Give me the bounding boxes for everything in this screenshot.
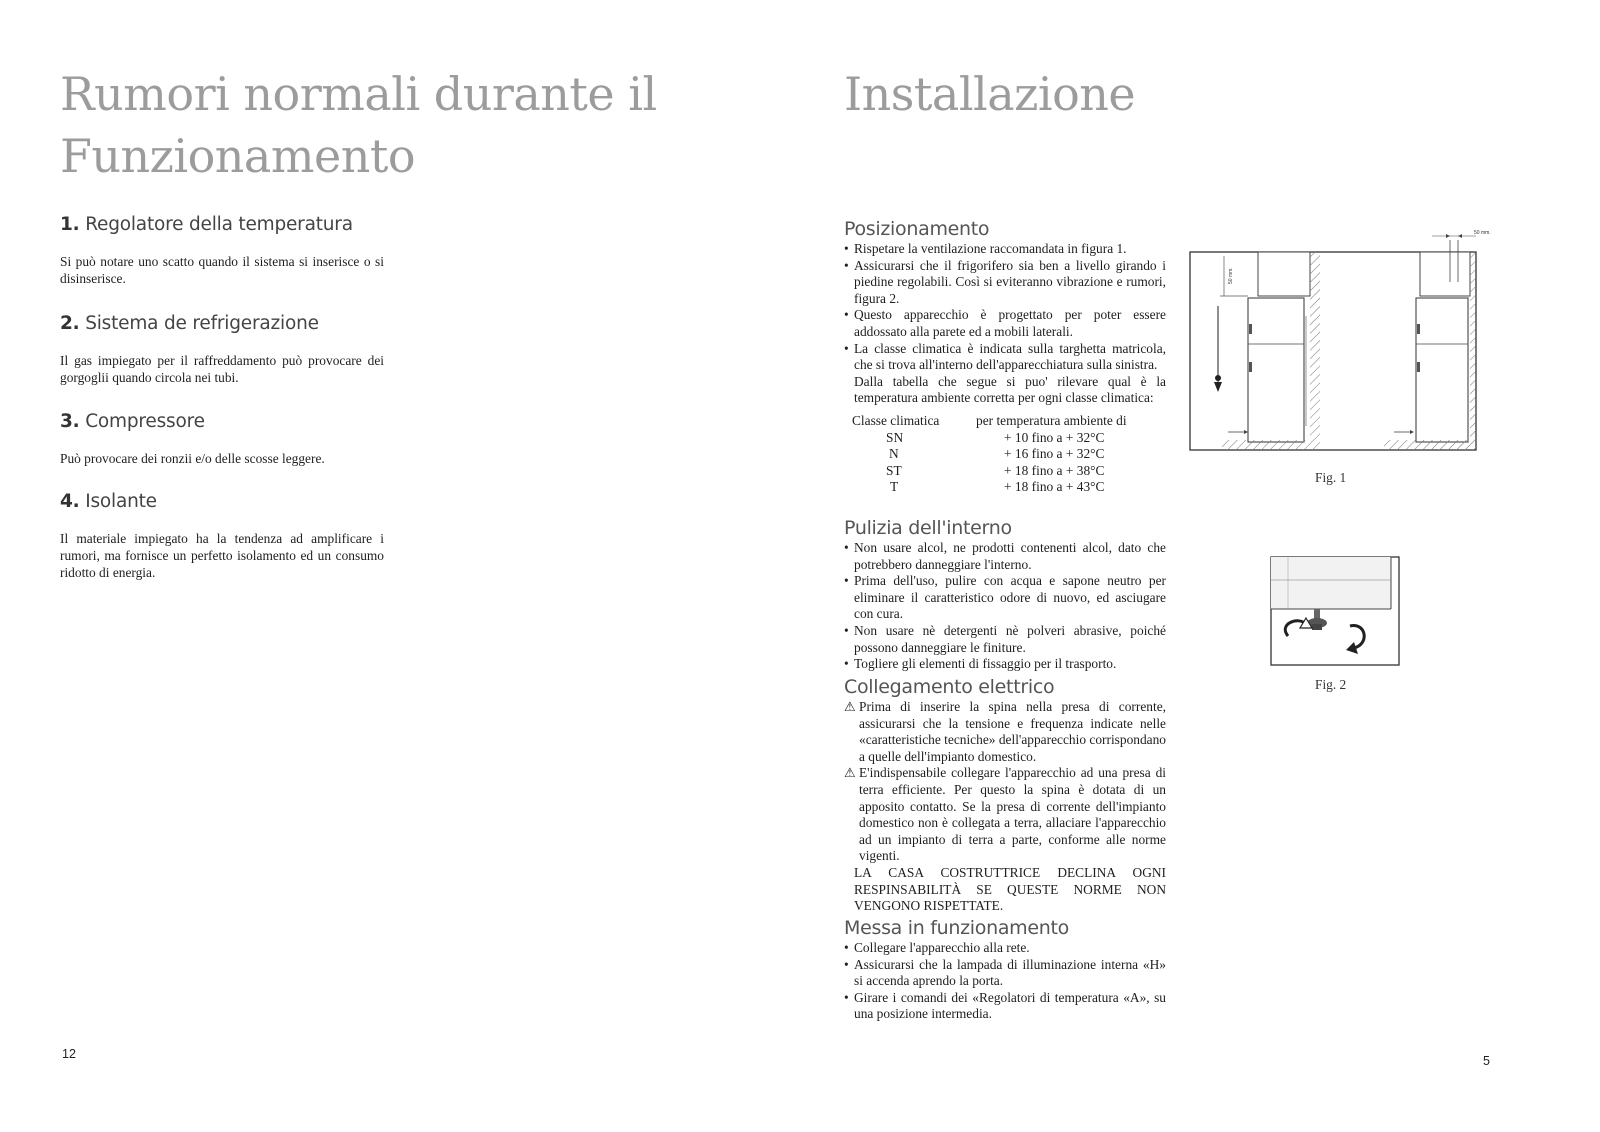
messa-list [844,940,1166,1023]
warning-text: Prima di inserire la spina nella presa di corrente, assicurarsi che la tensione e frequenza indicate nelle «caratteristiche tecniche» dell'apparecchio corrispondano a quelle dell'impianto domestico. [859,699,1166,764]
left-page-title [60,64,657,187]
list-item: • Collegare l'apparecchio alla rete. [844,940,1166,957]
section-3 [60,411,384,467]
page-number-left: 12 [62,1047,76,1061]
posizionamento-list [844,241,1166,374]
posizionamento-heading: Posizionamento [844,218,990,240]
list-item: • La classe climatica è indicata sulla targhetta matricola, che si trova all'interno dell'apparecchiatura sulla sinistra. [844,341,1166,374]
right-page-title: Installazione [844,67,1136,121]
climate-table [852,413,1127,496]
list-item: • Assicurarsi che la lampada di illuminazione interna «H» si accenda aprendo la porta. [844,957,1166,990]
title-line-1: Rumori normali durante il [60,67,657,121]
table-cell: SN [886,429,904,445]
collegamento-section [844,678,1166,915]
section-1-text: Si può notare uno scatto quando il sistema si inserisce o si disinserisce. [60,254,384,286]
table-row [852,430,1127,447]
list-item: • Non usare nè detergenti nè polveri abrasive, poiché possono danneggiare le finiture. [844,623,1166,656]
messa-heading: Messa in funzionamento [844,917,1069,939]
page-number-right: 5 [1483,1054,1490,1068]
fig1-dim-top-label: 50 mm. [1474,230,1491,236]
section-2-heading: 2. Sistema de refrigerazione [60,313,319,334]
list-item: • Girare i comandi dei «Regolatori di temperatura «A», su una posizione intermedia. [844,990,1166,1023]
right-page [800,0,1600,1132]
section-3-text: Può provocare dei ronzii e/o delle scosse leggere. [60,451,325,466]
figure-1-label: Fig. 1 [1315,470,1347,485]
warning-triangle-icon: ⚠ [844,765,856,781]
section-1-heading: 1. Regolatore della temperatura [60,214,353,235]
section-3-heading: 3. Compressore [60,411,205,432]
pulizia-list [844,540,1166,673]
table-header: per temperatura ambiente di [976,412,1127,428]
warning-text: E'indispensabile collegare l'apparecchio ad una presa di terra efficiente. Per questo la spina è dotata di un apposito contatto. Se la presa di corrente dell'impianto domestico non è collegata a terra, allaciare l'apparecchio ad un impianto di terra a parte, conforme alle norme vigenti. [859,765,1166,864]
title-line-2: Funzionamento [60,128,416,183]
list-item: • Togliere gli elementi di fissaggio per il trasporto. [844,656,1166,673]
list-item: • Questo apparecchio è progettato per poter essere addossato alla parete ed a mobili laterali. [844,307,1166,340]
table-row [852,463,1127,480]
warning-item-1 [844,699,1166,765]
table-cell: + 18 fino a + 43°C [1004,479,1105,495]
figure-2-adjustable-feet-diagram [1270,556,1400,666]
messa-section [844,919,1166,1023]
posizionamento-section [844,220,1166,496]
pulizia-section [844,519,1166,673]
table-cell: T [890,479,899,495]
list-item: • Prima dell'uso, pulire con acqua e sapone neutro per eliminare il caratteristico odore di nuovo, ed asciugare con cura. [844,573,1166,623]
table-cell: ST [886,462,902,478]
figure-2-label: Fig. 2 [1315,677,1347,692]
figure-1-ventilation-diagram [1188,226,1491,456]
table-cell: N [889,446,899,462]
table-header: Classe climatica [852,412,940,428]
table-header-row [852,413,1127,430]
list-item: • Non usare alcol, ne prodotti contenenti alcol, dato che potrebbero danneggiare l'interno. [844,540,1166,573]
section-4-text: Il materiale impiegato ha la tendenza ad amplificare i rumori, ma fornisce un perfetto isolamento ed un consumo ridotto di energia. [60,531,384,580]
list-item: • Assicurarsi che il frigorifero sia ben a livello girando i piedine regolabili. Così si eviteranno vibrazione e rumori, figura 2. [844,258,1166,308]
table-cell: + 10 fino a + 32°C [1004,429,1105,445]
fig1-dim-side-label: 50 mm. [1228,267,1234,284]
table-row [852,446,1127,463]
table-row [852,479,1127,496]
list-item: • Rispetare la ventilazione raccomandata in figura 1. [844,241,1166,258]
pulizia-heading: Pulizia dell'interno [844,517,1012,539]
caps-notice: LA CASA COSTRUTTRICE DECLINA OGNI RESPINSABILITÀ SE QUESTE NORME NON VENGONO RISPETTATE. [854,864,1166,914]
collegamento-heading: Collegamento elettrico [844,676,1055,698]
posizionamento-note: Dalla tabella che segue si puo' rilevare qual è la temperatura ambiente corretta per ogni classe climatica: [854,373,1166,406]
section-4-heading: 4. Isolante [60,491,157,512]
section-4 [60,491,384,581]
section-2-text: Il gas impiegato per il raffreddamento può provocare dei gorgoglii quando circola nei tubi. [60,353,384,385]
warning-item-2 [844,765,1166,865]
warning-triangle-icon: ⚠ [844,699,856,714]
section-1 [60,214,384,287]
table-cell: + 16 fino a + 32°C [1004,446,1105,462]
table-cell: + 18 fino a + 38°C [1004,462,1105,478]
section-2 [60,313,384,386]
